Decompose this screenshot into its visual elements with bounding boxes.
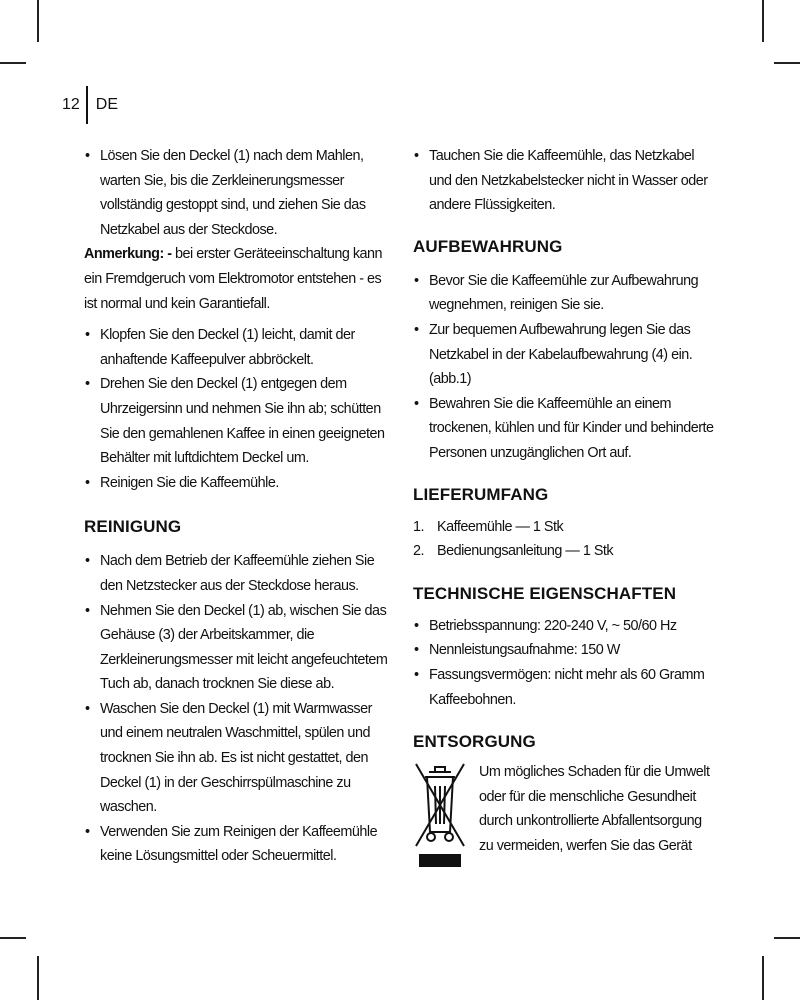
handling-list <box>84 323 390 495</box>
header-separator <box>86 86 88 124</box>
crop-mark-top-right-h <box>774 62 800 64</box>
page-header <box>62 90 118 120</box>
disposal-heading: ENTSORGUNG <box>413 732 536 752</box>
list-item: • Lösen Sie den Deckel (1) nach dem Mahlen, warten Sie, bis die Zerkleinerungsmesser vollständig gestoppt sind, und ziehen Sie das Netzkabel aus der Steckdose. <box>84 144 390 242</box>
list-item <box>413 515 718 540</box>
disposal-text: Um mögliches Schaden für die Umwelt oder für die menschliche Gesundheit durch unkontrollierte Abfallentsorgung zu vermeiden, werfen Sie das Gerät <box>479 764 710 854</box>
tech-list <box>413 614 718 712</box>
list-text: Bedienungsanleitung — 1 Stk <box>437 543 614 560</box>
list-item: • Reinigen Sie die Kaffeemühle. <box>84 471 390 496</box>
list-number: 2. <box>413 543 425 560</box>
list-item: • Fassungsvermögen: nicht mehr als 60 Gramm Kaffeebohnen. <box>413 663 718 712</box>
cleaning-list <box>84 549 390 869</box>
list-item: • Nennleistungsaufnahme: 150 W <box>413 638 718 663</box>
note-label: Anmerkung: - <box>84 246 172 263</box>
list-item: • Bewahren Sie die Kaffeemühle an einem trockenen, kühlen und für Kinder und behinderte Personen unzugänglichen Ort auf. <box>413 392 718 466</box>
crossed-out-bin-icon <box>413 760 467 872</box>
right-column <box>413 144 718 872</box>
crop-mark-bottom-left-h <box>0 937 26 939</box>
crop-mark-bottom-right-h <box>774 937 800 939</box>
list-item: • Tauchen Sie die Kaffeemühle, das Netzkabel und den Netzkabelstecker nicht in Wasser oder andere Flüssigkeiten. <box>413 144 718 218</box>
list-item: • Waschen Sie den Deckel (1) mit Warmwasser und einem neutralen Waschmittel, spülen und trocknen Sie ihn ab. Es ist nicht gestattet, den Deckel (1) in der Geschirrspülmaschine zu waschen. <box>84 697 390 820</box>
crop-mark-top-right-v <box>762 0 764 42</box>
left-column <box>84 144 390 869</box>
page-number: 12 <box>62 96 80 113</box>
storage-list <box>413 269 718 466</box>
scope-list <box>413 515 718 564</box>
warning-list <box>413 144 718 218</box>
cleaning-heading: REINIGUNG <box>84 517 182 537</box>
list-item: • Betriebsspannung: 220-240 V, ~ 50/60 Hz <box>413 614 718 639</box>
crop-mark-top-left-h <box>0 62 26 64</box>
scope-heading: LIEFERUMFANG <box>413 484 549 504</box>
storage-heading: AUFBEWAHRUNG <box>413 236 563 256</box>
list-text: Kaffeemühle — 1 Stk <box>437 518 564 535</box>
list-item: • Verwenden Sie zum Reinigen der Kaffeemühle keine Lösungsmittel oder Scheuermittel. <box>84 820 390 869</box>
crop-mark-bottom-left-v <box>37 956 39 1000</box>
list-number: 1. <box>413 518 425 535</box>
list-item: • Nach dem Betrieb der Kaffeemühle ziehen Sie den Netzstecker aus der Steckdose heraus. <box>84 549 390 598</box>
list-item: • Bevor Sie die Kaffeemühle zur Aufbewahrung wegnehmen, reinigen Sie sie. <box>413 269 718 318</box>
list-item: • Klopfen Sie den Deckel (1) leicht, damit der anhaftende Kaffeepulver abbröckelt. <box>84 323 390 372</box>
disposal-block <box>413 760 718 872</box>
note <box>84 242 390 316</box>
tech-heading: TECHNISCHE EIGENSCHAFTEN <box>413 583 677 603</box>
crop-mark-top-left-v <box>37 0 39 42</box>
list-item: • Nehmen Sie den Deckel (1) ab, wischen Sie das Gehäuse (3) der Arbeitskammer, die Zerkleinerungsmesser mit leicht angefeuchtetem Tuch ab, danach trocknen Sie diese ab. <box>84 599 390 697</box>
crop-mark-bottom-right-v <box>762 956 764 1000</box>
list-item: • Drehen Sie den Deckel (1) entgegen dem Uhrzeigersinn und nehmen Sie ihn ab; schütten Sie den gemahlenen Kaffee in einen geeigneten Behälter mit luftdichtem Deckel um. <box>84 372 390 470</box>
list-item <box>413 539 718 564</box>
list-item: • Zur bequemen Aufbewahrung legen Sie das Netzkabel in der Kabelaufbewahrung (4) ein. (abb.1) <box>413 318 718 392</box>
language-code: DE <box>95 96 119 113</box>
intro-list <box>84 144 390 242</box>
note-text: bei erster Geräteeinschaltung kann ein Fremdgeruch vom Elektromotor entstehen - es ist normal und kein Garantiefall. <box>84 246 383 312</box>
